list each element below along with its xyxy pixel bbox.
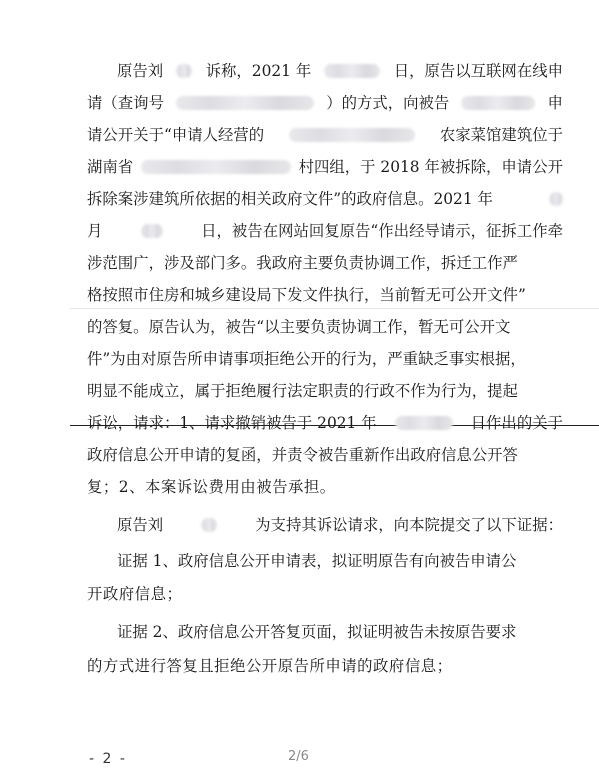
text-segment: 证据 1、政府信息公开申请表，拟证明原告有向被告申请公 xyxy=(117,552,517,570)
text-segment: 湖南省 xyxy=(87,158,134,176)
text-line xyxy=(87,185,563,213)
text-segment: ）的方式，向被告 xyxy=(326,94,450,112)
text-line xyxy=(87,652,563,680)
text-segment: 请公开关于“申请人经营的 xyxy=(87,126,265,144)
text-segment: 诉称，2021 年 xyxy=(205,62,312,80)
text-segment: 件”为由对原告所申请事项拒绝公开的行为，严重缺乏事实根据， xyxy=(87,350,526,368)
text-line xyxy=(87,377,563,405)
text-line xyxy=(87,473,563,501)
text-line xyxy=(117,57,563,85)
redaction-blur xyxy=(461,96,535,110)
text-segment: 涉范围广，涉及部门多。我政府主要负责协调工作，拆迁工作严 xyxy=(87,254,518,272)
text-segment: 申 xyxy=(547,94,563,112)
text-segment: 复；2、本案诉讼费用由被告承担。 xyxy=(87,478,336,496)
page-number: - 2 - xyxy=(89,751,127,767)
text-segment: 的方式进行答复且拒绝公开原告所申请的政府信息； xyxy=(87,657,453,675)
text-line xyxy=(87,441,563,469)
text-segment: 原告刘 xyxy=(117,516,164,534)
redaction-blur xyxy=(549,192,563,206)
text-segment: 明显不能成立，属于拒绝履行法定职责的行政不作为行为，提起 xyxy=(87,382,518,400)
text-line xyxy=(87,409,563,437)
redaction-blur xyxy=(141,160,291,174)
text-segment: 拆除案涉建筑所依据的相关政府文件”的政府信息。2021 年 xyxy=(87,190,493,208)
text-line xyxy=(87,281,563,309)
text-line xyxy=(117,511,563,539)
text-line xyxy=(87,121,563,149)
text-line xyxy=(87,345,563,373)
text-segment: 日，原告以互联网在线申 xyxy=(393,62,563,80)
text-line xyxy=(87,313,563,341)
text-line xyxy=(87,217,563,245)
text-line xyxy=(87,249,563,277)
redaction-blur xyxy=(141,224,163,238)
text-segment: 的答复。原告认为，被告“以主要负责协调工作，暂无可公开文 xyxy=(87,318,511,336)
text-segment: 月 xyxy=(87,222,103,240)
redaction-blur xyxy=(324,64,380,78)
text-line xyxy=(87,153,563,181)
redaction-blur xyxy=(201,518,217,532)
text-segment: 政府信息公开申请的复函，并责令被告重新作出政府信息公开答 xyxy=(87,446,518,464)
text-segment: 农家菜馆建筑位于 xyxy=(439,126,563,144)
text-line xyxy=(87,89,563,117)
text-segment: 诉讼，请求：1、请求撤销被告于 2021 年 xyxy=(87,414,377,432)
text-segment: 为支持其诉讼请求，向本院提交了以下证据： xyxy=(255,516,563,534)
text-segment: 日作出的关于 xyxy=(470,414,563,432)
redaction-blur xyxy=(176,96,314,110)
text-segment: 原告刘 xyxy=(117,62,164,80)
text-segment: 开政府信息； xyxy=(87,585,183,603)
text-segment: 村四组，于 2018 年被拆除，申请公开 xyxy=(298,158,563,176)
text-segment: 日，被告在网站回复原告“作出经导请示，征拆工作牵 xyxy=(201,222,563,240)
text-segment: 证据 2、政府信息公开答复页面，拟证明被告未按原告要求 xyxy=(117,623,517,641)
text-segment: 格按照市住房和城乡建设局下发文件执行，当前暂无可公开文件” xyxy=(87,286,526,304)
page-count-indicator: 2/6 xyxy=(288,749,309,764)
text-line xyxy=(117,618,563,646)
redaction-blur xyxy=(395,416,453,430)
redaction-blur xyxy=(289,128,415,142)
text-line xyxy=(117,547,563,575)
text-line xyxy=(87,580,563,608)
text-segment: 请（查询号 xyxy=(87,94,164,112)
redaction-blur xyxy=(176,64,192,78)
